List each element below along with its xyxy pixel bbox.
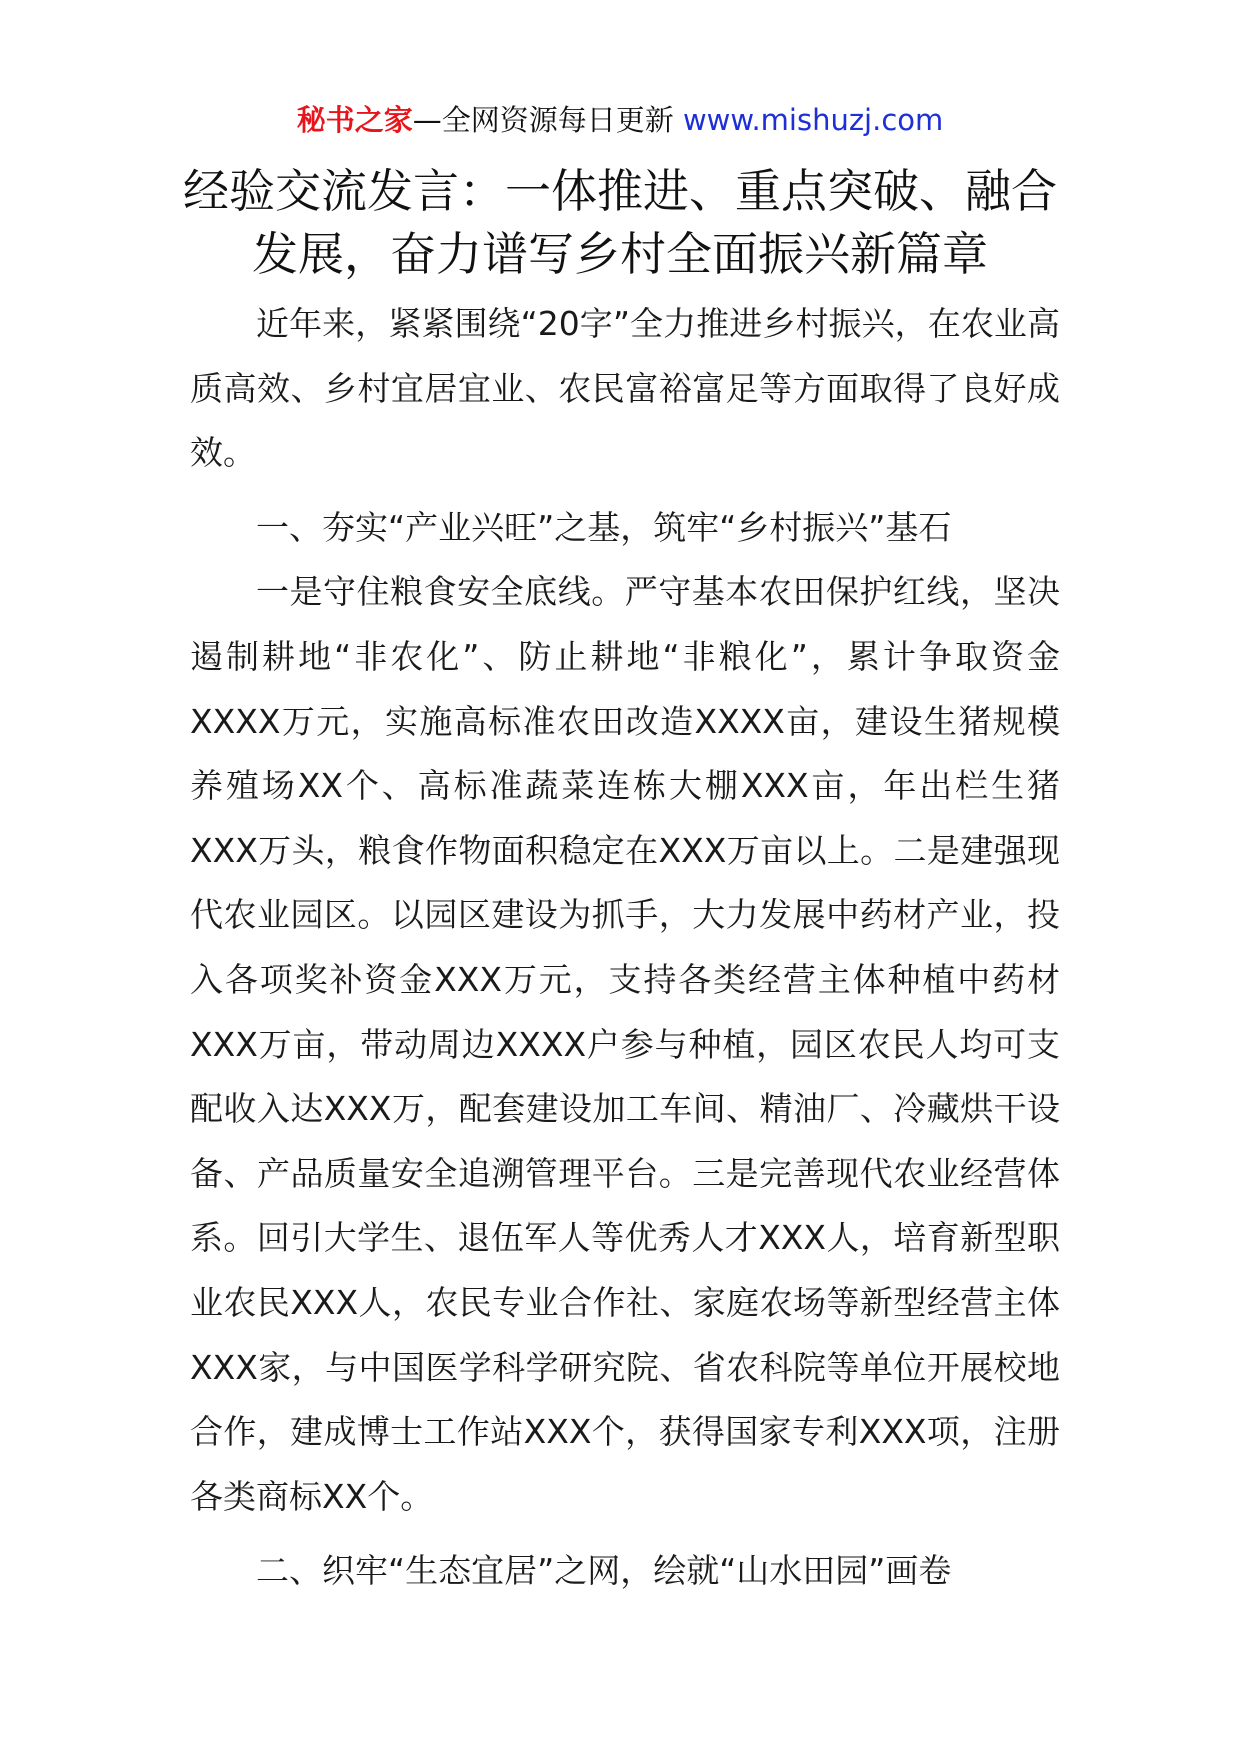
document-body <box>190 292 1060 1604</box>
section-heading-1: 一、夯实“产业兴旺”之基，筑牢“乡村振兴”基石 <box>256 507 952 547</box>
banner-slogan: —全网资源每日更新 <box>412 103 683 137</box>
section-heading-2: 二、织牢“生态宜居”之网，绘就“山水田园”画卷 <box>256 1551 952 1591</box>
brand-name: 秘书之家 <box>296 103 413 137</box>
intro-paragraph: 近年来，紧紧围绕“20字”全力推进乡村振兴，在农业高质高效、乡村宜居宜业、农民富裕富足等方面取得了良好成效。 <box>190 304 1060 473</box>
site-url-link[interactable]: www.mishuzj.com <box>682 103 944 137</box>
site-banner <box>0 100 1240 140</box>
document-title: 经验交流发言：一体推进、重点突破、融合发展，奋力谱写乡村全面振兴新篇章 <box>183 164 1057 281</box>
section-1-paragraph: 一是守住粮食安全底线。严守基本农田保护红线，坚决遏制耕地“非农化”、防止耕地“非粮化”，累计争取资金XXXX万元，实施高标准农田改造XXXX亩，建设生猪规模养殖场XX个、高标准蔬菜连栋大棚XXX亩，年出栏生猪XXX万头，粮食作物面积稳定在XXX万亩以上。二是建强现代农业园区。以园区建设为抓手，大力发展中药材产业，投入各项奖补资金XXX万元，支持各类经营主体种植中药材XXX万亩，带动周边XXXX户参与种植，园区农民人均可支配收入达XXX万，配套建设加工车间、精油厂、冷藏烘干设备、产品质量安全追溯管理平台。三是完善现代农业经营体系。回引大学生、退伍军人等优秀人才XXX人，培育新型职业农民XXX人，农民专业合作社、家庭农场等新型经营主体XXX家，与中国医学科学研究院、省农科院等单位开展校地合作，建成博士工作站XXX个，获得国家专利XXX项，注册各类商标XX个。 <box>190 572 1060 1516</box>
